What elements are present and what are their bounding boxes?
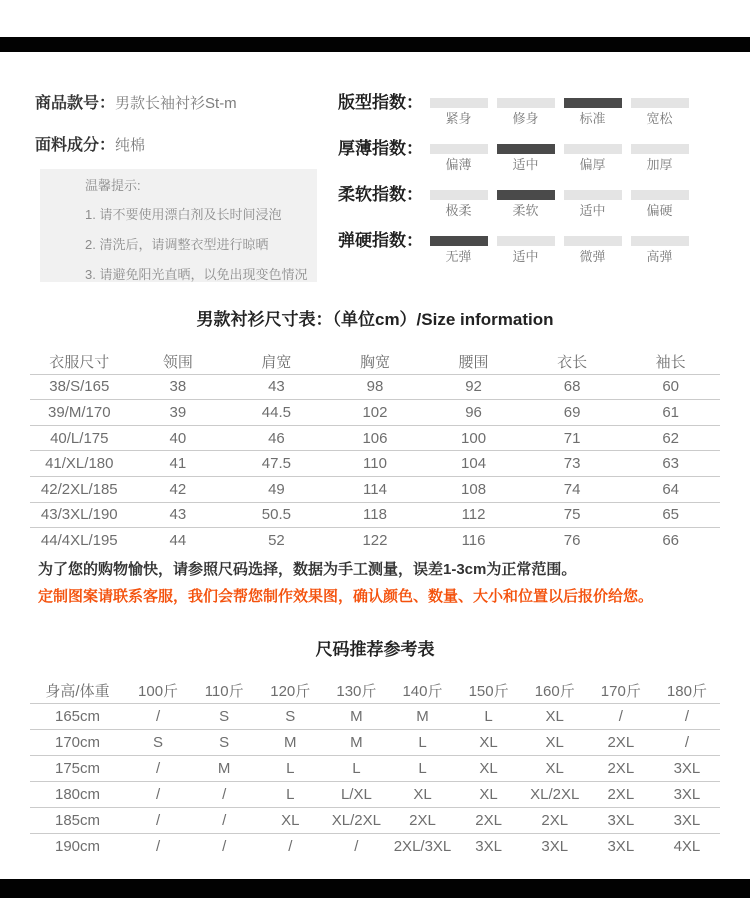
fabric-label: 面料成分： (35, 137, 116, 154)
care-tip-item: 1. 请不要使用漂白剂及长时间浸泡 (85, 207, 282, 222)
column-header: 120斤 (270, 683, 311, 700)
table-cell: 71 (563, 429, 581, 447)
index-bar (564, 236, 622, 246)
table-cell: 43 (268, 378, 285, 396)
table-cell: 40/L/175 (50, 429, 109, 447)
table-cell: M (217, 760, 231, 777)
index-option (559, 137, 626, 172)
table-cell: 39 (169, 403, 187, 421)
table-cell: L (286, 786, 295, 803)
index-option (559, 91, 626, 126)
index-group-label: 柔软指数： (338, 185, 423, 204)
table-cell: 180cm (54, 786, 101, 803)
table-cell: XL (413, 786, 432, 803)
index-option-label: 高弹 (646, 249, 673, 264)
table-row (30, 808, 720, 834)
top-divider-bar (0, 37, 750, 52)
table-cell: 61 (662, 403, 680, 421)
table-cell: M (416, 708, 429, 725)
product-info (35, 94, 237, 178)
index-option (425, 137, 492, 172)
table-cell: / (684, 734, 690, 751)
column-header: 袖长 (655, 353, 686, 371)
table-cell: XL/2XL (530, 786, 580, 803)
table-cell: 3XL (673, 812, 701, 829)
index-option (626, 229, 693, 264)
index-bar (631, 236, 689, 246)
table-cell: / (155, 838, 161, 855)
bottom-divider-bar (0, 879, 750, 898)
table-cell: 49 (268, 480, 285, 498)
index-options (425, 229, 693, 264)
column-header: 衣服尺寸 (49, 353, 110, 371)
table-cell: 165cm (54, 708, 101, 725)
table-cell: 60 (662, 378, 680, 396)
column-header: 衣长 (557, 353, 588, 371)
index-bar (430, 98, 488, 108)
table-cell: 42 (169, 480, 187, 498)
column-header: 130斤 (336, 683, 377, 700)
index-option-label: 柔软 (512, 203, 539, 218)
index-option (559, 229, 626, 264)
table-cell: M (350, 734, 363, 751)
table-cell: 3XL (475, 838, 502, 855)
product-model-row (35, 94, 237, 114)
table-cell: S (285, 708, 296, 725)
table-cell: XL (479, 760, 498, 777)
table-cell: / (155, 708, 161, 725)
table-cell: / (222, 812, 227, 829)
table-cell: M (350, 708, 363, 725)
index-option-label: 适中 (512, 157, 539, 172)
table-cell: 3XL (607, 812, 635, 829)
table-cell: 65 (662, 506, 680, 524)
index-group-label: 弹硬指数： (338, 231, 423, 250)
table-cell: 76 (563, 531, 581, 549)
table-cell: 75 (563, 506, 581, 524)
index-option-label: 极柔 (445, 203, 472, 218)
index-bar (497, 236, 555, 246)
index-option-label: 偏硬 (646, 203, 673, 218)
column-header: 胸宽 (359, 353, 390, 371)
index-bar (430, 190, 488, 200)
index-bar (430, 144, 488, 154)
index-option-label: 宽松 (646, 111, 673, 126)
table-cell: 44.5 (261, 403, 291, 421)
product-model-value: 男款长袖衬衫St-m (115, 95, 237, 112)
table-cell: 41/XL/180 (45, 455, 114, 473)
table-cell: 68 (563, 378, 581, 396)
index-option (559, 183, 626, 218)
table-cell: L (352, 760, 361, 777)
index-options (425, 183, 693, 218)
size-table-title: 男款衬衫尺寸表：（单位cm）/Size information (196, 310, 554, 329)
table-cell: 2XL/3XL (393, 838, 452, 855)
table-cell: 4XL (673, 838, 701, 855)
index-option-label: 适中 (512, 249, 539, 264)
table-cell: 42/2XL/185 (40, 480, 118, 498)
table-cell: 73 (563, 455, 581, 473)
table-cell: 44/4XL/195 (40, 531, 118, 549)
index-bar (497, 98, 555, 108)
table-cell: XL (479, 734, 498, 751)
table-cell: 2XL (409, 812, 436, 829)
table-cell: L (418, 734, 427, 751)
table-cell: / (222, 838, 227, 855)
table-cell: 74 (563, 480, 581, 498)
index-option-label: 偏薄 (445, 157, 472, 172)
table-cell: 185cm (54, 812, 101, 829)
table-cell: 2XL (475, 812, 502, 829)
index-bar (564, 144, 622, 154)
index-option (425, 229, 492, 264)
column-header: 150斤 (468, 683, 509, 700)
table-cell: 118 (363, 506, 387, 524)
index-bar-selected (497, 144, 555, 154)
recommend-table (30, 678, 720, 859)
table-row (30, 782, 720, 808)
table-row (30, 756, 720, 782)
table-cell: L (484, 708, 493, 725)
table-cell: XL (545, 760, 564, 777)
table-cell: M (284, 734, 297, 751)
table-cell: S (219, 734, 230, 751)
table-cell: 41 (169, 455, 187, 473)
index-options (425, 137, 693, 172)
table-cell: 46 (268, 429, 285, 447)
size-table (30, 349, 720, 553)
index-option (492, 91, 559, 126)
table-cell: 102 (362, 403, 388, 421)
table-cell: / (618, 708, 623, 725)
table-cell: 52 (268, 531, 285, 549)
table-cell: / (288, 838, 293, 855)
index-option (492, 137, 559, 172)
table-cell: XL (545, 708, 564, 725)
table-row (30, 834, 720, 860)
table-row (30, 704, 720, 730)
table-cell: 108 (461, 480, 487, 498)
care-tips-title: 温馨提示: (85, 178, 141, 193)
table-cell: / (155, 812, 161, 829)
table-header (30, 349, 720, 374)
table-cell: 114 (363, 480, 387, 498)
table-row (30, 400, 720, 426)
table-cell: 63 (662, 455, 680, 473)
table-cell: 100 (461, 429, 487, 447)
custom-note: 定制图案请联系客服，我们会帮您制作效果图，确认颜色、数量、大小和位置以后报价给您。 (38, 588, 654, 605)
table-cell: 96 (465, 403, 482, 421)
index-bar (564, 190, 622, 200)
index-option-label: 微弹 (579, 249, 606, 264)
measure-note: 为了您的购物愉快，请参照尺码选择，数据为手工测量，误差1-3cm为正常范围。 (38, 561, 577, 578)
table-cell: / (155, 786, 161, 803)
table-cell: / (684, 708, 690, 725)
table-cell: 116 (461, 531, 486, 549)
table-cell: 47.5 (261, 455, 291, 473)
index-option-label: 加厚 (646, 157, 673, 172)
index-option (425, 91, 492, 126)
table-row (30, 528, 720, 553)
table-cell: 190cm (54, 838, 101, 855)
table-row (30, 730, 720, 756)
table-header (30, 678, 720, 704)
table-row (30, 502, 720, 528)
table-row (30, 374, 720, 400)
product-model-label: 商品款号： (35, 95, 116, 112)
index-group (338, 229, 693, 275)
table-cell: / (354, 838, 359, 855)
index-bar (631, 98, 689, 108)
care-tips-list (85, 207, 317, 283)
column-header: 180斤 (666, 683, 707, 700)
care-tip-item: 2. 清洗后，请调整衣型进行晾晒 (85, 237, 269, 252)
table-cell: 110 (363, 455, 387, 473)
index-group (338, 137, 693, 183)
index-option (626, 137, 693, 172)
column-header: 170斤 (600, 683, 641, 700)
table-cell: 43/3XL/190 (40, 506, 118, 524)
table-cell: 50.5 (261, 506, 291, 524)
column-header: 100斤 (138, 683, 179, 700)
index-option-label: 无弹 (445, 249, 472, 264)
table-row (30, 451, 720, 477)
table-cell: XL (281, 812, 300, 829)
index-option-label: 标准 (579, 111, 606, 126)
table-cell: XL/2XL (331, 812, 381, 829)
index-option (626, 91, 693, 126)
fabric-indices (338, 91, 693, 275)
table-cell: 3XL (673, 786, 701, 803)
index-bar-selected (564, 98, 622, 108)
table-cell: 2XL (607, 786, 635, 803)
table-row (30, 476, 720, 502)
index-option (492, 229, 559, 264)
table-cell: 104 (461, 455, 487, 473)
recommend-table-title: 尺码推荐参考表 (315, 640, 435, 659)
care-tips-box (40, 169, 317, 282)
index-option-label: 修身 (512, 111, 539, 126)
table-cell: 39/M/170 (48, 403, 111, 421)
index-bar-selected (497, 190, 555, 200)
table-cell: 69 (563, 403, 581, 421)
index-group-label: 厚薄指数： (338, 139, 423, 158)
care-tip-item: 3. 请避免阳光直晒，以免出现变色情况 (85, 267, 308, 282)
index-option-label: 适中 (579, 203, 606, 218)
column-header: 140斤 (402, 683, 443, 700)
index-group (338, 91, 693, 137)
table-row (30, 425, 720, 451)
table-cell: 98 (366, 378, 384, 396)
index-options (425, 91, 693, 126)
table-cell: XL (479, 786, 498, 803)
table-header-row (30, 678, 720, 704)
index-option (626, 183, 693, 218)
column-header: 110斤 (204, 683, 244, 700)
table-cell: 3XL (607, 838, 635, 855)
table-cell: 43 (169, 506, 187, 524)
table-cell: 62 (662, 429, 680, 447)
table-body (30, 704, 720, 860)
fabric-row (35, 136, 237, 156)
index-bar (631, 144, 689, 154)
table-cell: 3XL (541, 838, 569, 855)
table-cell: 2XL (607, 734, 635, 751)
column-header: 腰围 (458, 353, 489, 371)
index-option-label: 紧身 (445, 111, 472, 126)
table-cell: 122 (362, 531, 388, 549)
index-option-label: 偏厚 (579, 157, 606, 172)
table-cell: 64 (662, 480, 680, 498)
table-cell: XL (545, 734, 564, 751)
table-cell: 2XL (607, 760, 635, 777)
table-header-row (30, 349, 720, 374)
table-cell: S (219, 708, 230, 725)
table-cell: 106 (362, 429, 388, 447)
table-cell: 92 (465, 378, 482, 396)
index-bar-selected (430, 236, 488, 246)
table-cell: 2XL (541, 812, 569, 829)
table-cell: S (153, 734, 164, 751)
table-cell: 170cm (54, 734, 101, 751)
column-header: 160斤 (534, 683, 575, 700)
column-header: 身高/体重 (45, 683, 110, 700)
table-cell: L/XL (340, 786, 372, 803)
table-cell: L (418, 760, 427, 777)
table-cell: 38 (169, 378, 187, 396)
table-cell: 3XL (673, 760, 701, 777)
table-cell: 44 (169, 531, 187, 549)
fabric-value: 纯棉 (115, 137, 146, 154)
index-option (492, 183, 559, 218)
index-group (338, 183, 693, 229)
table-cell: 175cm (54, 760, 101, 777)
index-group-label: 版型指数： (338, 93, 423, 112)
column-header: 领围 (162, 353, 193, 371)
table-body (30, 374, 720, 553)
table-cell: 112 (461, 506, 486, 524)
table-cell: 40 (169, 429, 187, 447)
index-option (425, 183, 492, 218)
table-cell: 38/S/165 (49, 378, 110, 396)
table-cell: L (286, 760, 295, 777)
table-cell: / (155, 760, 161, 777)
column-header: 肩宽 (261, 353, 292, 371)
table-cell: 66 (662, 531, 680, 549)
index-bar (631, 190, 689, 200)
table-cell: / (222, 786, 227, 803)
